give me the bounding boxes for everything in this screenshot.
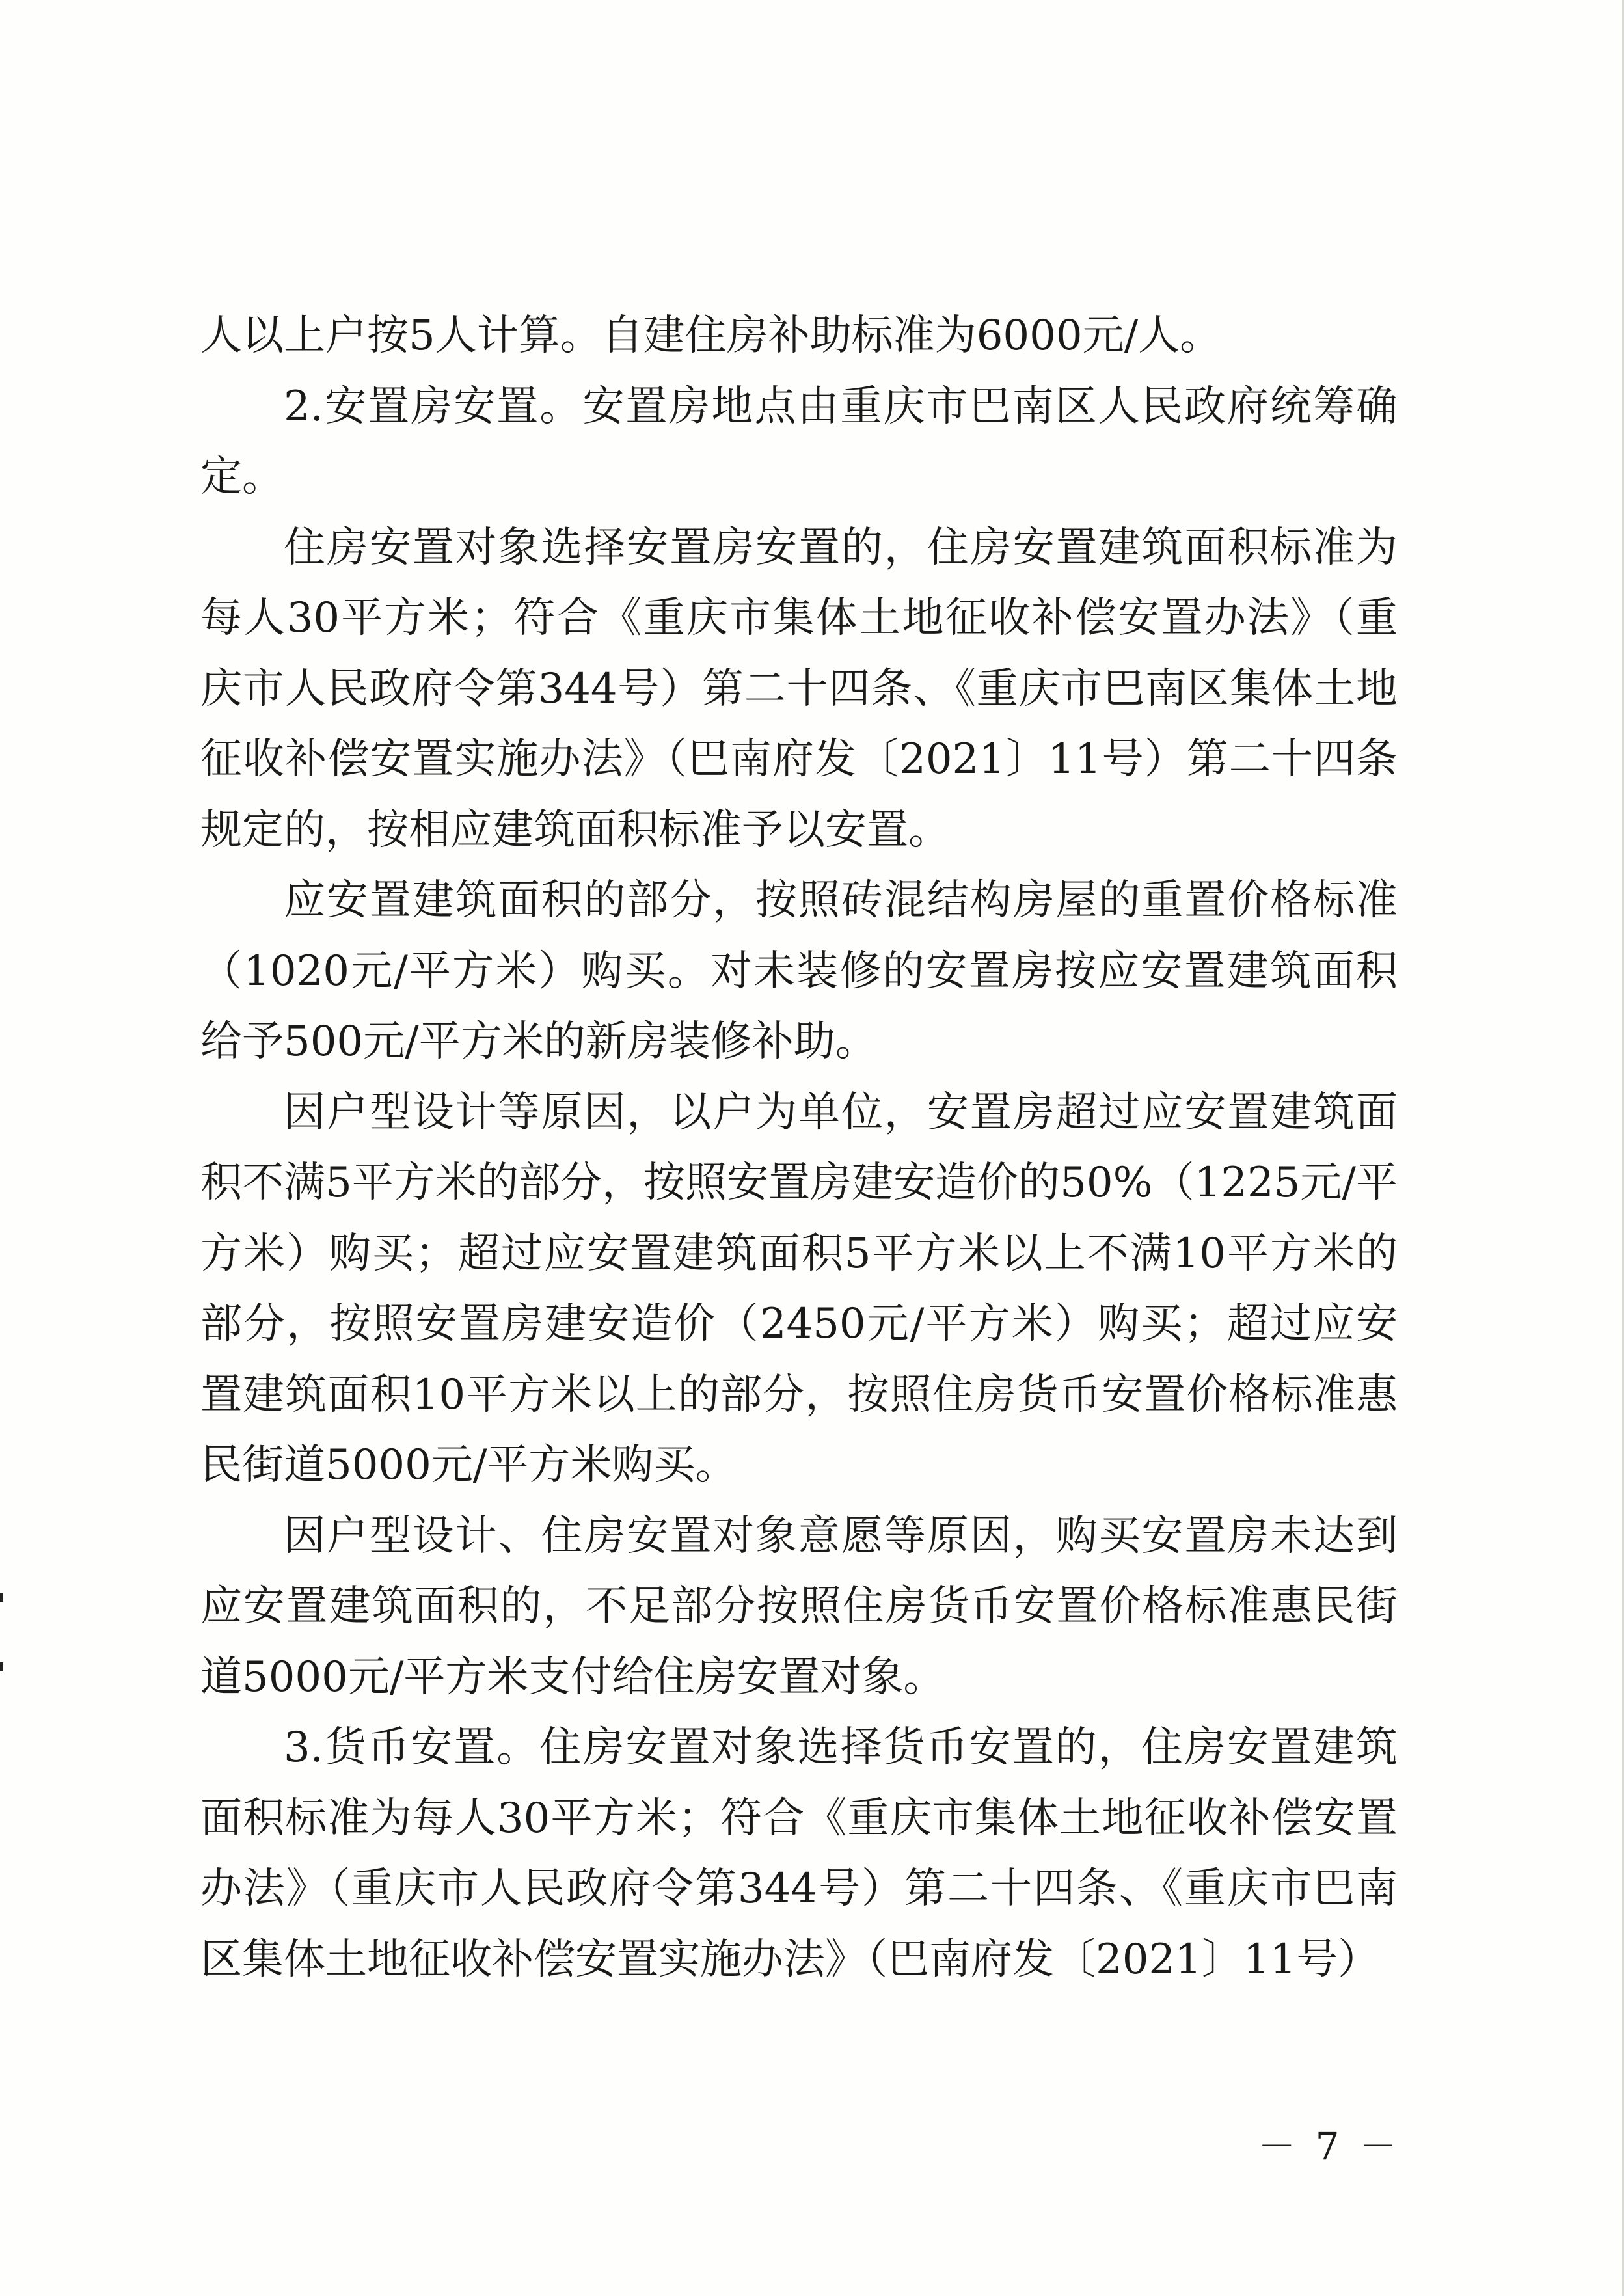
binding-mark <box>0 1662 3 1671</box>
paragraph-monetary-resettlement: 3.货币安置。住房安置对象选择货币安置的，住房安置建筑面积标准为每人30平方米；符合《重庆市集体土地征收补偿安置办法》（重庆市人民政府令第344号）第二十四条、《重庆市巴南区集体土地征收补偿安置实施办法》（巴南府发〔2021〕11号） <box>200 1723 1398 1984</box>
page-number: － 7 － <box>1258 2124 1401 2168</box>
paragraph-shortfall-area: 因户型设计、住房安置对象意愿等原因，购买安置房未达到应安置建筑面积的，不足部分按照住房货币安置价格标准惠民街道5000元/平方米支付给住房安置对象。 <box>200 1511 1398 1701</box>
paragraph-excess-area: 因户型设计等原因，以户为单位，安置房超过应安置建筑面积不满5平方米的部分，按照安置房建安造价的50%（1225元/平方米）购买；超过应安置建筑面积5平方米以上不满10平方米的部分，按照安置房建安造价（2450元/平方米）购买；超过应安置建筑面积10平方米以上的部分，按照住房货币安置价格标准惠民街道5000元/平方米购买。 <box>200 1088 1398 1489</box>
document-body <box>200 301 1398 1995</box>
paragraph-continuation: 人以上户按5人计算。自建住房补助标准为6000元/人。 <box>200 312 1222 360</box>
binding-mark <box>0 1593 3 1602</box>
paragraph-resettlement-housing: 2.安置房安置。安置房地点由重庆市巴南区人民政府统筹确定。 <box>200 382 1398 501</box>
paragraph-purchase-price: 应安置建筑面积的部分，按照砖混结构房屋的重置价格标准（1020元/平方米）购买。对未装修的安置房按应安置建筑面积给予500元/平方米的新房装修补助。 <box>200 876 1398 1066</box>
paragraph-area-standard: 住房安置对象选择安置房安置的，住房安置建筑面积标准为每人30平方米；符合《重庆市集体土地征收补偿安置办法》（重庆市人民政府令第344号）第二十四条、《重庆市巴南区集体土地征收补偿安置实施办法》（巴南府发〔2021〕11号）第二十四条规定的，按相应建筑面积标准予以安置。 <box>200 523 1398 854</box>
